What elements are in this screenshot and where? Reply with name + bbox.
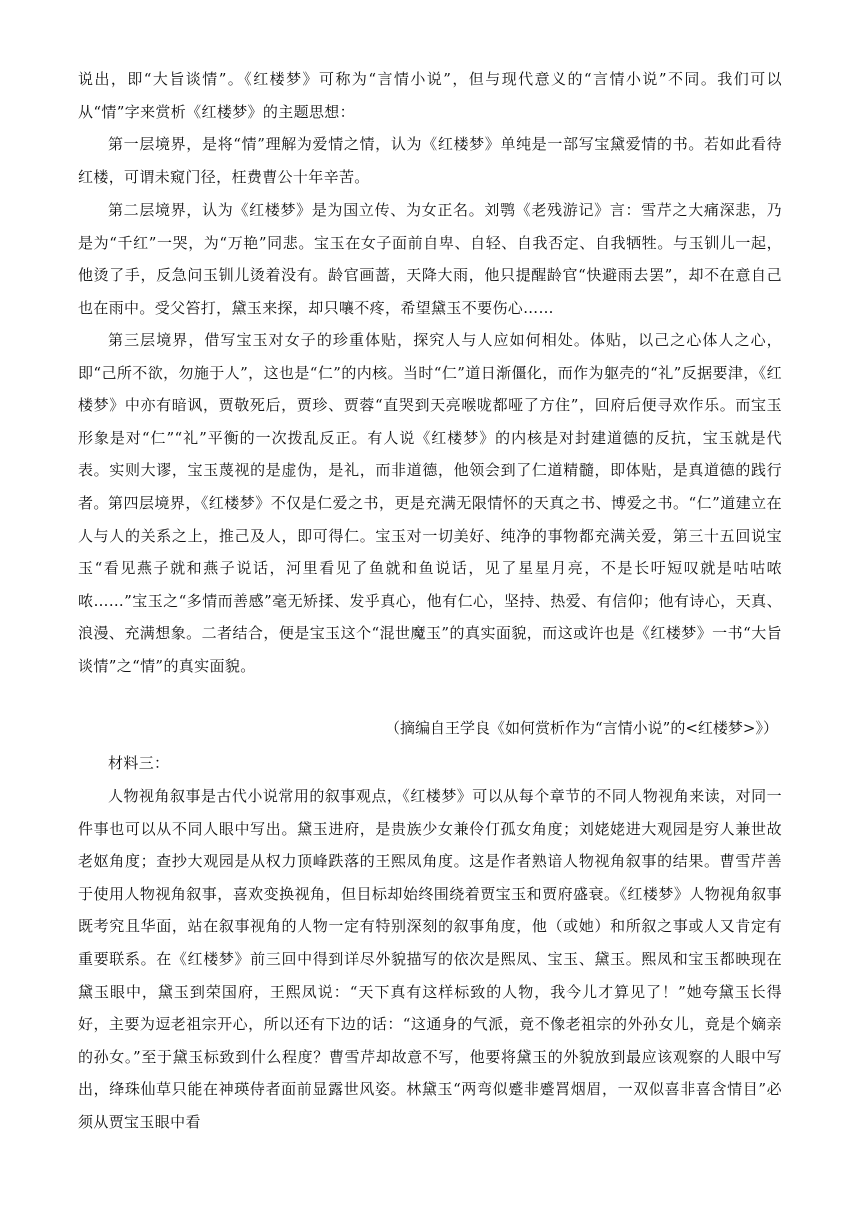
paragraph-material-three: 人物视角叙事是古代小说常用的叙事观点，《红楼梦》可以从每个章节的不同人物视角来读，对同一件事也可以从不同人眼中写出。黛玉进府，是贵族少女兼伶仃孤女角度；刘姥姥进大观园是穷人兼世故老妪角度；查抄大观园是从权力顶峰跌落的王熙凤角度。这是作者熟谙人物视角叙事的结果。曹雪芹善于使用人物视角叙事，喜欢变换视角，但目标却始终围绕着贾宝玉和贾府盛衰。《红楼梦》人物视角叙事既考究且华面，站在叙事视角的人物一定有特别深刻的叙事角度，他（或她）和所叙之事或人又肯定有重要联系。在《红楼梦》前三回中得到详尽外貌描写的依次是熙凤、宝玉、黛玉。熙凤和宝玉都映现在黛玉眼中，黛玉到荣国府，王熙凤说：“天下真有这样标致的人物，我今儿才算见了！”她夸黛玉长得好，主要为逗老祖宗开心，所以还有下边的话：“这通身的气派，竟不像老祖宗的外孙女儿，竟是个嫡亲的孙女。”至于黛玉标致到什么程度？曹雪芹却故意不写，他要将黛玉的外貌放到最应该观察的人眼中写出，绛珠仙草只能在神瑛侍者面前显露世风姿。林黛玉“两弯似蹙非蹙罥烟眉，一双似喜非喜含情目”必须从贾宝玉眼中看 bbox=[78, 787, 782, 1131]
paragraph-level-three: 第三层境界，借写宝玉对女子的珍重体贴，探究人与人应如何相处。体贴，以己之心体人之心，即“己所不欲，勿施于人”，这也是“仁”的内核。当时“仁”道日渐僵化，而作为躯壳的“礼”反据要津，《红楼梦》中亦有暗讽，贾敬死后，贾珍、贾蓉“直哭到天亮喉咙都哑了方住”，回府后便寻欢作乐。而宝玉形象是对“仁”“礼”平衡的一次拨乱反正。有人说《红楼梦》的内核是对封建道德的反抗，宝玉就是代表。实则大谬，宝玉蔑视的是虚伪，是礼，而非道德，他领会到了仁道精髓，即体贴，是真道德的践行者。 bbox=[78, 331, 782, 512]
paragraph-level-two: 第二层境界，认为《红楼梦》是为国立传、为女正名。刘鹗《老残游记》言：雪芹之大痛深悲，乃是为“千红”一哭，为“万艳”同悲。宝玉在女子面前自卑、自轻、自我否定、自我牺牲。与玉钏儿一起，他烫了手，反急问玉钏儿烫着没有。龄官画蔷，天降大雨，他只提醒龄官“快避雨去罢”，却不在意自己也在雨中。受父笞打，黛玉来探，却只嚷不疼，希望黛玉不要伤心…… bbox=[78, 201, 782, 317]
paragraph-level-one: 第一层境界，是将“情”理解为爱情之情，认为《红楼梦》单纯是一部写宝黛爱情的书。若如此看待红楼，可谓未窥门径，枉费曹公十年辛苦。 bbox=[78, 135, 782, 186]
paragraph-intro: 说出，即“大旨谈情”。《红楼梦》可称为“言情小说”，但与现代意义的“言情小说”不同。我们可以从“情”字来赏析《红楼梦》的主题思想： bbox=[78, 70, 782, 121]
source-attribution: （摘编自王学良《如何赏析作为“言情小说”的<红楼梦>》） bbox=[385, 719, 778, 737]
paragraph-level-four: 第四层境界，《红楼梦》不仅是仁爱之书，更是充满无限情怀的天真之书、博爱之书。“仁”道建立在人与人的关系之上，推己及人，即可得仁。宝玉对一切美好、纯净的事物都充满关爱，第三十五回说宝玉“看见燕子就和燕子说话，河里看见了鱼就和鱼说话，见了星星月亮，不是长吁短叹就是咕咕哝哝……”宝玉之“多情而善感”毫无矫揉、发乎真心，他有仁心，坚持、热爱、有信仰；他有诗心，天真、浪漫、充满想象。二者结合，便是宝玉这个“混世魔玉”的真实面貌，而这或许也是《红楼梦》一书“大旨谈情”之“情”的真实面貌。 bbox=[78, 494, 782, 675]
material-three-label: 材料三： bbox=[108, 754, 170, 772]
